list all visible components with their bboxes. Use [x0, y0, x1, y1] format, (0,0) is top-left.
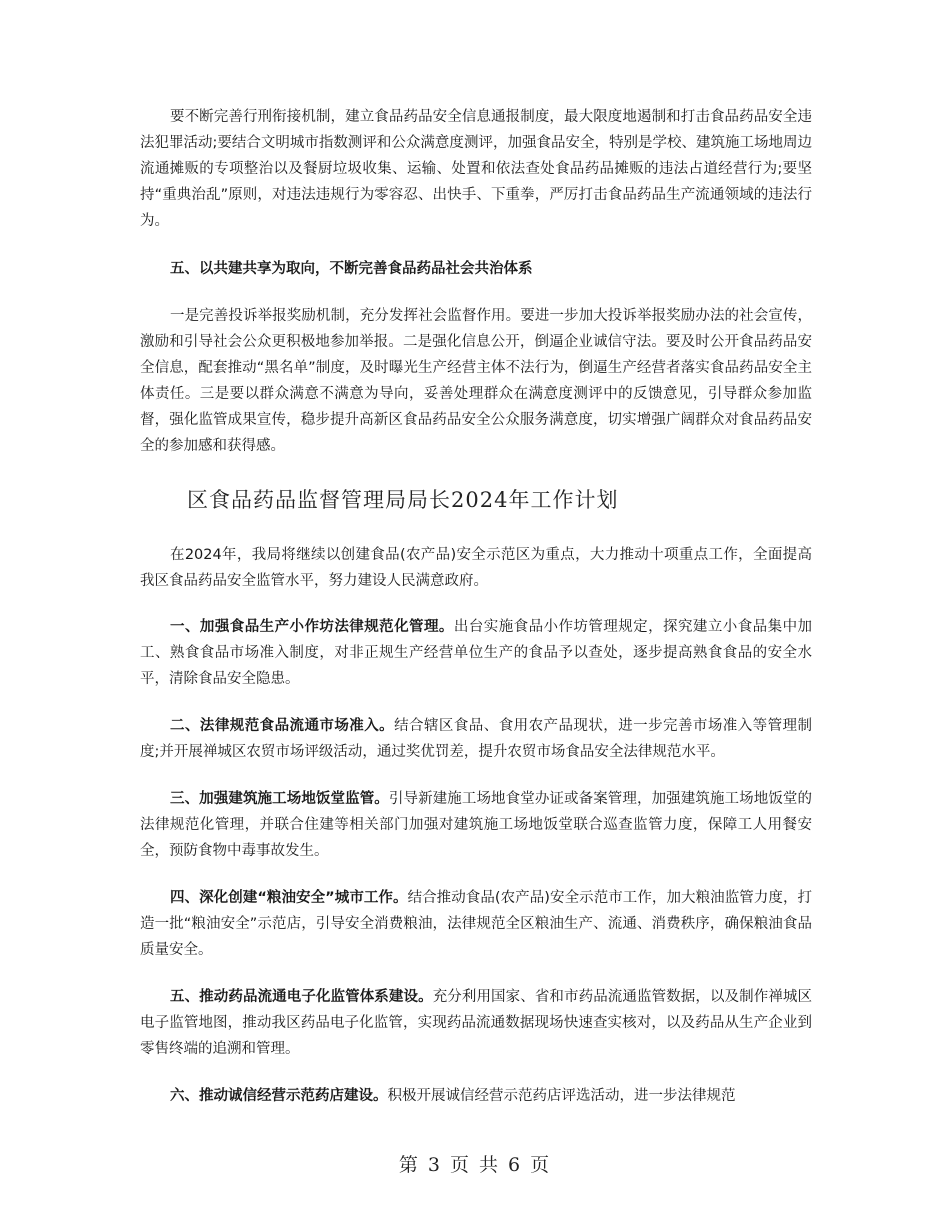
- plan-item-lead: 一、加强食品生产小作坊法律规范化管理。: [170, 619, 454, 635]
- plan-item-lead: 四、深化创建“粮油安全”城市工作。: [170, 890, 408, 906]
- plan-item-lead: 三、加强建筑施工场地饭堂监管。: [170, 791, 389, 807]
- plan-item: [140, 984, 812, 1062]
- plan-item: [140, 786, 812, 864]
- plan-item-lead: 五、推动药品流通电子化监管体系建设。: [170, 989, 433, 1005]
- plan-item: [140, 713, 812, 765]
- plan-item: [140, 1083, 812, 1109]
- paragraph-social-governance: 一是完善投诉举报奖励机制，充分发挥社会监督作用。要进一步加大投诉举报奖励办法的社会宣传，激励和引导社会公众更积极地参加举报。二是强化信息公开，倒逼企业诚信守法。要及时公开食品药品安全信息，配套推动“黑名单”制度，及时曝光生产经营主体不法行为，倒逼生产经营者落实食品药品安全主体责任。三是要以群众满意不满意为导向，妥善处理群众在满意度测评中的反馈意见，引导群众参加监督，强化监管成果宣传，稳步提升高新区食品药品安全公众服务满意度，切实增强广阔群众对食品药品安全的参加感和获得感。: [140, 308, 812, 454]
- plan-item: [140, 614, 812, 692]
- page-content: [140, 104, 812, 1109]
- plan-item-body: 充分利用国家、省和市药品流通监管数据，以及制作禅城区电子监管地图，推动我区药品电子化监管，实现药品流通数据现场快速查实核对，以及药品从生产企业到零售终端的追溯和管理。: [140, 989, 813, 1057]
- plan-item-body: 结合推动食品(农产品)安全示范市工作，加大粮油监管力度，打造一批“粮油安全”示范店，引导安全消费粮油，法律规范全区粮油生产、流通、消费秩序，确保粮油食品质量安全。: [140, 890, 813, 958]
- plan-item-body: 引导新建施工场地食堂办证或备案管理，加强建筑施工场地饭堂的法律规范化管理，并联合住建等相关部门加强对建筑施工场地饭堂联合巡查监管力度，保障工人用餐安全，预防食物中毒事故发生。: [140, 791, 813, 859]
- paragraph-intro: 在2024年，我局将继续以创建食品(农产品)安全示范区为重点，大力推动十项重点工作，全面提高我区食品药品安全监管水平，努力建设人民满意政府。: [140, 547, 812, 589]
- plan-item-body: 结合辖区食品、食用农产品现状，进一步完善市场准入等管理制度;并开展禅城区农贸市场评级活动，通过奖优罚差，提升农贸市场食品安全法律规范水平。: [140, 718, 812, 760]
- page-number-footer: 第 3 页 共 6 页: [398, 1154, 552, 1176]
- plan-item-lead: 二、法律规范食品流通市场准入。: [170, 718, 395, 734]
- paragraph-enforcement: 要不断完善行刑衔接机制，建立食品药品安全信息通报制度，最大限度地遏制和打击食品药品安全违法犯罪活动;要结合文明城市指数测评和公众满意度测评，加强食品安全，特别是学校、建筑施工场地周边流通摊贩的专项整治以及餐厨垃圾收集、运输、处置和依法查处食品药品摊贩的违法占道经营行为;要坚持“重典治乱”原则，对违法违规行为零容忍、出快手、下重拳，严厉打击食品药品生产流通领域的违法行为。: [140, 109, 812, 229]
- section-heading-5: 五、以共建共享为取向，不断完善食品药品社会共治体系: [170, 261, 533, 277]
- plan-item-body: 积极开展诚信经营示范药店评选活动，进一步法律规范: [387, 1088, 736, 1104]
- plan-item-lead: 六、推动诚信经营示范药店建设。: [170, 1088, 388, 1104]
- plan-item: [140, 885, 812, 963]
- document-title: 区食品药品监督管理局局长2024年工作计划: [187, 488, 619, 512]
- plan-item-body: 出台实施食品小作坊管理规定，探究建立小食品集中加工、熟食食品市场准入制度，对非正规生产经营单位生产的食品予以查处，逐步提高熟食食品的安全水平，清除食品安全隐患。: [140, 619, 813, 687]
